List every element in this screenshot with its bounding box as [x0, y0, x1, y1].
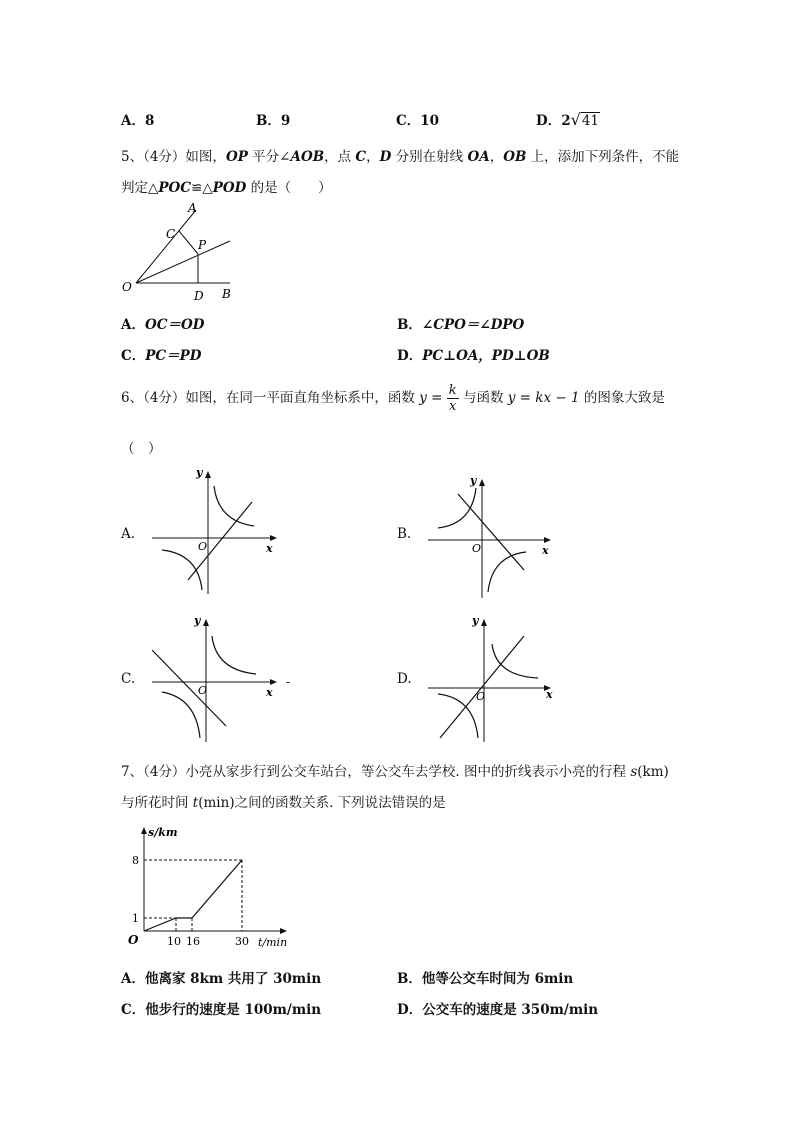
y-arrow-icon — [479, 479, 485, 486]
q5-stem-text: 的是（ ） — [246, 180, 332, 196]
q6-frac-num: k — [448, 383, 457, 398]
segment-pc — [179, 231, 198, 254]
q6-stem-line1 — [121, 380, 665, 416]
q7-stem-text: 7、（4分）小亮从家步行到公交车站台，等公交车去学校. 图中的折线表示小亮的行程 — [121, 764, 631, 780]
q5-var-pod: POD — [212, 180, 247, 196]
q7-stem-text: (min)之间的函数关系. 下列说法错误的是 — [198, 795, 446, 811]
label-y: y — [470, 474, 477, 487]
label-o: O — [122, 280, 132, 294]
q5-var-op: OP — [225, 149, 248, 165]
label-d: D — [194, 289, 204, 303]
ray-op — [136, 241, 230, 283]
q5-var-c: C — [355, 149, 367, 165]
label-x: x — [266, 686, 273, 699]
xtick-16: 16 — [186, 935, 200, 948]
q6-graph-a — [148, 466, 284, 596]
linear-graph — [152, 650, 226, 726]
label-x: x — [546, 688, 553, 701]
q5-stem-text: ≌△ — [191, 180, 213, 196]
hyperbola-branch-1 — [492, 644, 538, 678]
q7-stem-text: 与所花时间 — [121, 795, 193, 811]
q6-option-a-letter: A. — [121, 526, 136, 542]
q5-var-d: D — [379, 149, 392, 165]
label-c: C — [166, 227, 176, 241]
label-x: x — [266, 542, 273, 555]
label-origin: O — [476, 690, 486, 703]
y-arrow-icon — [141, 827, 147, 834]
q6-graph-d — [426, 614, 558, 744]
q6-option-b-letter: B. — [397, 526, 412, 542]
xtick-30: 30 — [235, 935, 249, 948]
x-arrow-icon — [270, 679, 277, 685]
hyperbola-branch-1 — [212, 636, 256, 674]
q6-frac-den: x — [449, 399, 457, 414]
q7-option-d: D．公交车的速度是 350m/min — [397, 1002, 599, 1018]
q6-stem-text: 与函数 — [458, 390, 508, 406]
q5-stem-line2 — [121, 176, 332, 196]
label-p: P — [198, 238, 207, 252]
q7-stem-line1 — [121, 760, 669, 780]
label-y: y — [472, 614, 479, 627]
label-origin: O — [472, 542, 482, 555]
linear-graph — [458, 494, 524, 570]
q5-var-oa: OA — [467, 149, 490, 165]
sqrt-icon: √ — [570, 110, 581, 129]
hyperbola-branch-2 — [162, 692, 200, 738]
q7-distance-time-graph — [120, 822, 300, 954]
q5-stem-text: ， — [489, 149, 504, 165]
q4-option-c: C．10 — [396, 113, 440, 129]
q7-var-s: s — [630, 764, 638, 780]
q5-stem-text: 平分∠ — [247, 149, 291, 165]
y-arrow-icon — [205, 471, 211, 478]
q5-stem-text: ，点 — [324, 149, 356, 165]
q6-option-d-letter: D. — [397, 671, 412, 687]
q5-var-ob: OB — [503, 149, 527, 165]
ytick-8: 8 — [132, 854, 139, 867]
x-arrow-icon — [544, 537, 551, 543]
q6-option-c-letter: C. — [121, 671, 136, 687]
stray-dash: - — [286, 675, 291, 689]
hyperbola-branch-2 — [488, 552, 526, 592]
q5-option-c: C．PC＝PD — [121, 348, 202, 364]
q5-stem-text: 上，添加下列条件，不能 — [526, 149, 680, 165]
q7-option-c: C．他步行的速度是 100m/min — [121, 1002, 322, 1018]
q7-option-a: A．他离家 8km 共用了 30min — [121, 971, 322, 987]
xlabel: t/min — [258, 936, 288, 949]
q5-option-a: A．OC＝OD — [121, 317, 205, 333]
q5-stem-line1 — [121, 145, 679, 165]
q5-var-poc: POC — [158, 180, 192, 196]
ylabel: s/km — [148, 826, 178, 839]
label-origin: O — [198, 540, 208, 553]
q6-stem-line2: （ ） — [121, 441, 162, 457]
q6-stem-text: 的图象大致是 — [579, 390, 665, 406]
y-arrow-icon — [203, 619, 209, 626]
q4-sqrt-value: 41 — [581, 113, 599, 129]
label-y: y — [196, 466, 203, 479]
x-arrow-icon — [270, 535, 277, 541]
q4-option-d-label: D．2 — [536, 113, 571, 129]
q6-graph-c — [148, 614, 298, 744]
q6-fraction — [447, 383, 459, 414]
q5-stem-text: 5、（4分）如图， — [121, 149, 226, 165]
q6-stem-text: 6、（4分）如图，在同一平面直角坐标系中，函数 — [121, 390, 420, 406]
q5-stem-text: 分别在射线 — [391, 149, 468, 165]
q5-option-b: B．∠CPO＝∠DPO — [397, 317, 525, 333]
q4-option-a: A．8 — [121, 113, 155, 129]
q6-y-eq: y = — [419, 390, 443, 406]
journey-polyline — [144, 860, 242, 931]
q7-stem-line2 — [121, 791, 446, 811]
ytick-1: 1 — [132, 912, 139, 925]
q5-stem-text: 判定△ — [121, 180, 159, 196]
xtick-10: 10 — [167, 935, 181, 948]
ray-oa — [136, 210, 196, 283]
q5-stem-text: ， — [366, 149, 380, 165]
q5-var-aob: AOB — [290, 149, 325, 165]
q6-graph-b — [426, 474, 558, 600]
q6-linear-func: y = kx − 1 — [507, 390, 580, 406]
y-arrow-icon — [481, 619, 487, 626]
q7-option-b: B．他等公交车时间为 6min — [397, 971, 574, 987]
q5-angle-figure — [118, 198, 248, 308]
label-b: B — [222, 287, 231, 301]
x-arrow-icon — [280, 928, 287, 934]
q7-var-t: t — [192, 795, 199, 811]
label-origin: O — [128, 933, 139, 947]
linear-graph — [440, 636, 524, 738]
q4-option-d — [536, 109, 600, 129]
label-y: y — [194, 614, 201, 627]
label-a: A — [188, 201, 197, 215]
label-origin: O — [198, 684, 208, 697]
q7-stem-text: (km) — [637, 764, 669, 780]
q4-option-b: B．9 — [256, 113, 291, 129]
q5-option-d: D．PC⊥OA，PD⊥OB — [397, 348, 550, 364]
label-x: x — [542, 544, 549, 557]
